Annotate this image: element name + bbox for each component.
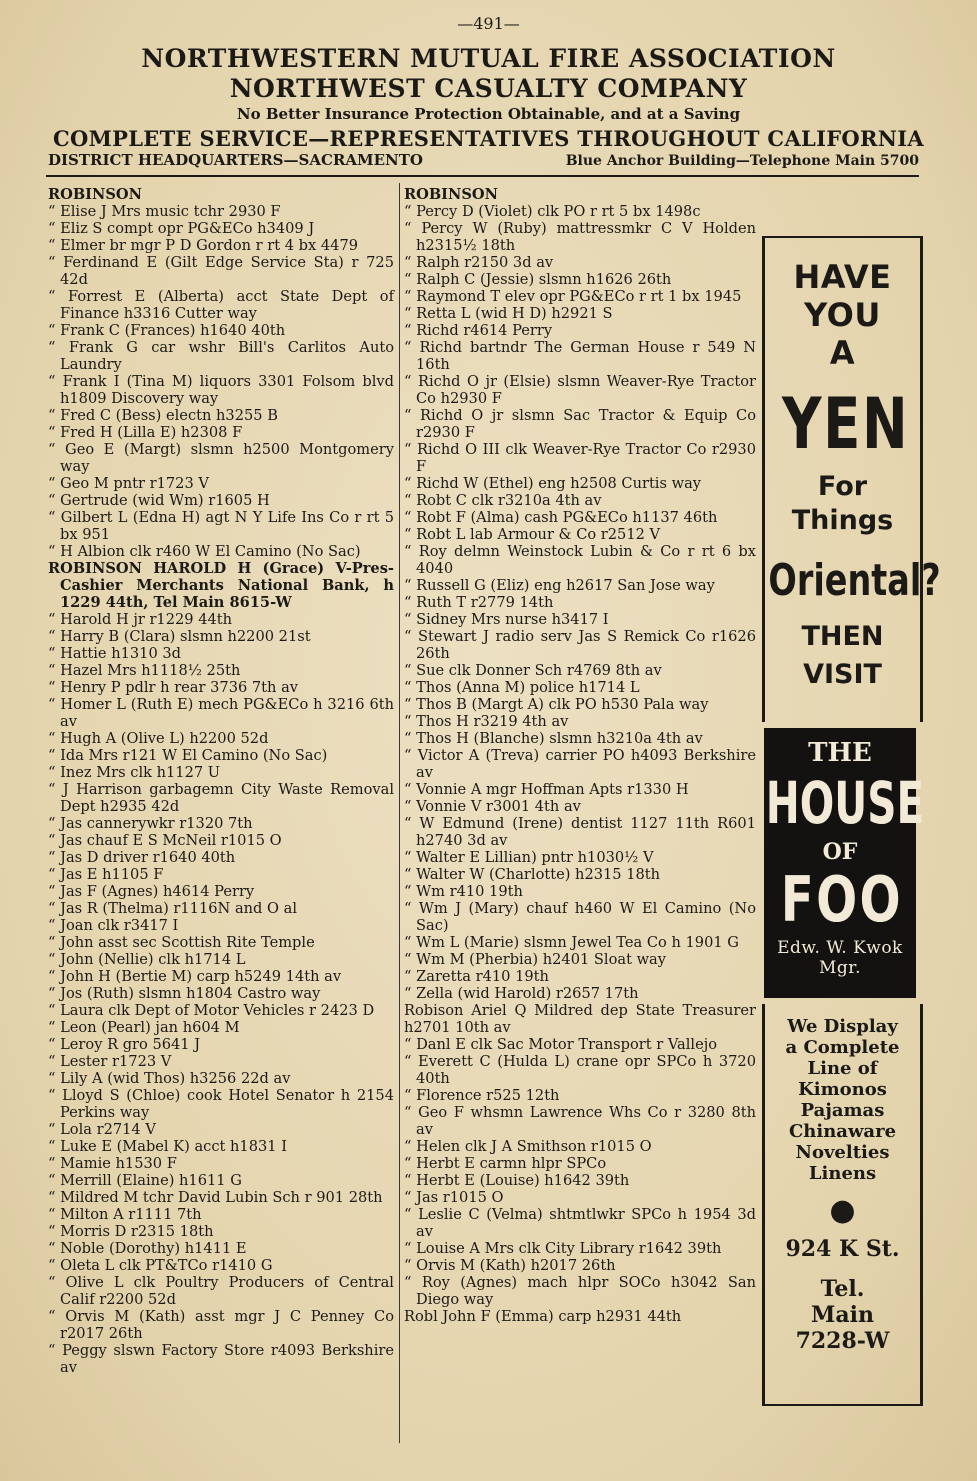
ad-line-novelties: Novelties: [795, 1142, 890, 1163]
ad-house-of-foo: [764, 728, 925, 998]
ad-line-yen: YEN: [782, 383, 910, 465]
directory-entry: “ Jas E h1105 F: [48, 866, 394, 883]
directory-entry: “ Leroy R gro 5641 J: [48, 1036, 394, 1053]
directory-entry: “ Helen clk J A Smithson r1015 O: [404, 1138, 756, 1155]
directory-entry: “ Robt C clk r3210a 4th av: [404, 492, 756, 509]
directory-entry: “ Richd O III clk Weaver-Rye Tractor Co r2930 F: [404, 441, 756, 475]
directory-entry: “ Laura clk Dept of Motor Vehicles r 2423 D: [48, 1002, 394, 1019]
ad-line-house: HOUSE: [765, 769, 925, 837]
directory-entry: “ Eliz S compt opr PG&ECo h3409 J: [48, 220, 394, 237]
directory-entry: “ Roy delmn Weinstock Lubin & Co r rt 6 bx 4040: [404, 543, 756, 577]
ad-line-you: YOU: [804, 296, 881, 334]
ad-line-for: For: [817, 471, 868, 502]
directory-entry: “ H Albion clk r460 W El Camino (No Sac): [48, 543, 394, 560]
directory-entry: “ Zella (wid Harold) r2657 17th: [404, 985, 756, 1002]
directory-entry: “ Richd bartndr The German House r 549 N 16th: [404, 339, 756, 373]
directory-entry: “ Morris D r2315 18th: [48, 1223, 394, 1240]
directory-entry: “ Percy D (Violet) clk PO r rt 5 bx 1498c: [404, 203, 756, 220]
directory-entry: “ Hattie h1310 3d: [48, 645, 394, 662]
directory-entry: “ Thos H r3219 4th av: [404, 713, 756, 730]
directory-entry: “ Richd W (Ethel) eng h2508 Curtis way: [404, 475, 756, 492]
ad-line-linens: Linens: [808, 1163, 877, 1184]
ad-line-manager-title: Mgr.: [819, 958, 861, 978]
banner-building: Blue Anchor Building—Telephone Main 5700: [565, 153, 919, 169]
ad-line-kimonos: Kimonos: [798, 1079, 887, 1100]
ad-line-address: 924 K St.: [785, 1236, 900, 1262]
directory-entry: “ John H (Bertie M) carp h5249 14th av: [48, 968, 394, 985]
directory-entry: “ Geo M pntr r1723 V: [48, 475, 394, 492]
directory-entry: “ Jas F (Agnes) h4614 Perry: [48, 883, 394, 900]
directory-entry: “ Louise A Mrs clk City Library r1642 39th: [404, 1240, 756, 1257]
header-rule: [46, 175, 919, 177]
directory-entry: “ Gertrude (wid Wm) r1605 H: [48, 492, 394, 509]
directory-entry: “ Ralph r2150 3d av: [404, 254, 756, 271]
directory-entry: “ Sidney Mrs nurse h3417 I: [404, 611, 756, 628]
directory-entry: “ Mamie h1530 F: [48, 1155, 394, 1172]
directory-entry: “ Thos H (Blanche) slsmn h3210a 4th av: [404, 730, 756, 747]
banner-tagline: No Better Insurance Protection Obtainable, and at a Saving: [236, 105, 741, 123]
directory-entry: “ Geo E (Margt) slsmn h2500 Montgomery way: [48, 441, 394, 475]
ad-line-we-display: We Display: [787, 1016, 898, 1037]
ad-line-things: Things: [791, 505, 894, 536]
directory-entry: “ Danl E clk Sac Motor Transport r Vallejo: [404, 1036, 756, 1053]
ad-line-line-of: Line of: [807, 1058, 878, 1079]
directory-entry: “ Wm M (Pherbia) h2401 Sloat way: [404, 951, 756, 968]
banner-company-1: NORTHWESTERN MUTUAL FIRE ASSOCIATION: [141, 44, 836, 73]
directory-entry: “ Elise J Mrs music tchr 2930 F: [48, 203, 394, 220]
ad-we-display: [762, 1004, 923, 1406]
directory-entry: “ Oleta L clk PT&TCo r1410 G: [48, 1257, 394, 1274]
directory-entry: “ Herbt E (Louise) h1642 39th: [404, 1172, 756, 1189]
directory-entry: “ Homer L (Ruth E) mech PG&ECo h 3216 6th av: [48, 696, 394, 730]
directory-entry: “ Jos (Ruth) slsmn h1804 Castro way: [48, 985, 394, 1002]
directory-entry: “ Jas chauf E S McNeil r1015 O: [48, 832, 394, 849]
directory-entry: “ Lester r1723 V: [48, 1053, 394, 1070]
directory-entry: “ W Edmund (Irene) dentist 1127 11th R601 h2740 3d av: [404, 815, 756, 849]
directory-entry: “ Peggy slswn Factory Store r4093 Berkshire av: [48, 1342, 394, 1376]
directory-entry: “ Orvis M (Kath) asst mgr J C Penney Co r2017 26th: [48, 1308, 394, 1342]
directory-entry: “ Zaretta r410 19th: [404, 968, 756, 985]
directory-entry: “ Robt L lab Armour & Co r2512 V: [404, 526, 756, 543]
surname-heading: ROBINSON: [48, 186, 142, 203]
page-number: —491—: [457, 14, 520, 33]
directory-entry: “ Walter W (Charlotte) h2315 18th: [404, 866, 756, 883]
ad-line-oriental: Oriental?: [768, 555, 941, 606]
ad-line-a: A: [829, 334, 856, 372]
directory-entry: “ Victor A (Treva) carrier PO h4093 Berkshire av: [404, 747, 756, 781]
directory-entry: “ John (Nellie) clk h1714 L: [48, 951, 394, 968]
directory-entry: “ Ruth T r2779 14th: [404, 594, 756, 611]
directory-entry: “ John asst sec Scottish Rite Temple: [48, 934, 394, 951]
directory-entry: “ Sue clk Donner Sch r4769 8th av: [404, 662, 756, 679]
directory-column-left: [48, 186, 394, 1376]
directory-entry: “ Joan clk r3417 I: [48, 917, 394, 934]
ad-line-the: THE: [808, 738, 872, 768]
banner-headquarters: DISTRICT HEADQUARTERS—SACRAMENTO: [48, 151, 423, 169]
directory-entry: “ Walter E Lillian) pntr h1030½ V: [404, 849, 756, 866]
directory-entry: “ Harry B (Clara) slsmn h2200 21st: [48, 628, 394, 645]
ad-line-pajamas: Pajamas: [800, 1100, 885, 1121]
directory-entry: “ Lola r2714 V: [48, 1121, 394, 1138]
directory-entry: “ Lily A (wid Thos) h3256 22d av: [48, 1070, 394, 1087]
directory-entry: “ Henry P pdlr h rear 3736 7th av: [48, 679, 394, 696]
directory-entry: “ Frank C (Frances) h1640 40th: [48, 322, 394, 339]
directory-entry: “ Wm J (Mary) chauf h460 W El Camino (No Sac): [404, 900, 756, 934]
directory-entry: “ Forrest E (Alberta) acct State Dept of Finance h3316 Cutter way: [48, 288, 394, 322]
directory-entry: “ Noble (Dorothy) h1411 E: [48, 1240, 394, 1257]
directory-entry: “ Harold H jr r1229 44th: [48, 611, 394, 628]
ad-line-main: Main: [811, 1302, 874, 1328]
ad-have-you-a-yen: [762, 236, 941, 722]
directory-entry: “ Inez Mrs clk h1127 U: [48, 764, 394, 781]
banner-service: COMPLETE SERVICE—REPRESENTATIVES THROUGHOUT CALIFORNIA: [52, 126, 924, 151]
directory-entry: “ Roy (Agnes) mach hlpr SOCo h3042 San Diego way: [404, 1274, 756, 1308]
directory-entry: Robl John F (Emma) carp h2931 44th: [404, 1308, 682, 1325]
directory-entry: “ Elmer br mgr P D Gordon r rt 4 bx 4479: [48, 237, 394, 254]
ad-line-visit: VISIT: [803, 659, 882, 690]
directory-entry: “ Fred C (Bess) electn h3255 B: [48, 407, 394, 424]
directory-entry: “ Orvis M (Kath) h2017 26th: [404, 1257, 756, 1274]
directory-entry: “ Thos B (Margt A) clk PO h530 Pala way: [404, 696, 756, 713]
directory-entry: “ Everett C (Hulda L) crane opr SPCo h 3720 40th: [404, 1053, 756, 1087]
directory-entry: “ Hazel Mrs h1118½ 25th: [48, 662, 394, 679]
directory-entry: “ Luke E (Mabel K) acct h1831 I: [48, 1138, 394, 1155]
directory-entry: “ Gilbert L (Edna H) agt N Y Life Ins Co r rt 5 bx 951: [48, 509, 394, 543]
directory-entry: “ Jas r1015 O: [404, 1189, 756, 1206]
directory-entry: “ Fred H (Lilla E) h2308 F: [48, 424, 394, 441]
directory-entry: “ Ida Mrs r121 W El Camino (No Sac): [48, 747, 394, 764]
directory-entry: “ Hugh A (Olive L) h2200 52d: [48, 730, 394, 747]
directory-entry: “ Mildred M tchr David Lubin Sch r 901 28th: [48, 1189, 394, 1206]
directory-entry: “ Leon (Pearl) jan h604 M: [48, 1019, 394, 1036]
ad-line-then: THEN: [801, 621, 884, 652]
ad-line-of: OF: [822, 839, 858, 865]
ad-line-have: HAVE: [793, 258, 892, 296]
directory-entry: “ Ralph C (Jessie) slsmn h1626 26th: [404, 271, 756, 288]
directory-entry: “ Vonnie V r3001 4th av: [404, 798, 756, 815]
directory-entry: “ Richd O jr (Elsie) slsmn Weaver-Rye Tractor Co h2930 F: [404, 373, 756, 407]
directory-entry: “ Ferdinand E (Gilt Edge Service Sta) r 725 42d: [48, 254, 394, 288]
directory-entry: “ Russell G (Eliz) eng h2617 San Jose way: [404, 577, 756, 594]
banner-company-2: NORTHWEST CASUALTY COMPANY: [229, 74, 748, 103]
ad-line-manager-name: Edw. W. Kwok: [777, 938, 903, 958]
directory-entry: “ Stewart J radio serv Jas S Remick Co r1626 26th: [404, 628, 756, 662]
directory-entry: “ Wm L (Marie) slsmn Jewel Tea Co h 1901 G: [404, 934, 756, 951]
ad-line-a-complete: a Complete: [785, 1037, 900, 1058]
directory-entry: Robison Ariel Q Mildred dep State Treasurer h2701 10th av: [404, 1002, 756, 1036]
ad-line-foo: FOO: [780, 863, 903, 936]
directory-entry: “ Richd r4614 Perry: [404, 322, 756, 339]
directory-entry: “ Frank G car wshr Bill's Carlitos Auto Laundry: [48, 339, 394, 373]
surname-heading: ROBINSON: [404, 186, 498, 203]
directory-entry: “ Thos (Anna M) police h1714 L: [404, 679, 756, 696]
directory-entry: “ Percy W (Ruby) mattressmkr C V Holden h2315½ 18th: [404, 220, 756, 254]
ad-line-phone-number: 7228-W: [795, 1328, 890, 1354]
directory-entry: “ Jas R (Thelma) r1116N and O al: [48, 900, 394, 917]
ad-line-tel: Tel.: [820, 1276, 865, 1302]
directory-entry: “ Milton A r1111 7th: [48, 1206, 394, 1223]
directory-entry: “ Merrill (Elaine) h1611 G: [48, 1172, 394, 1189]
column-divider: [399, 183, 400, 1443]
directory-entry: “ Florence r525 12th: [404, 1087, 756, 1104]
directory-entry: “ J Harrison garbagemn City Waste Removal Dept h2935 42d: [48, 781, 394, 815]
directory-entry: “ Frank I (Tina M) liquors 3301 Folsom blvd h1809 Discovery way: [48, 373, 394, 407]
directory-entry: “ Jas D driver r1640 40th: [48, 849, 394, 866]
directory-entry: “ Wm r410 19th: [404, 883, 756, 900]
directory-entry: “ Raymond T elev opr PG&ECo r rt 1 bx 1945: [404, 288, 756, 305]
bullet-icon: ●: [829, 1193, 856, 1228]
directory-entry: “ Richd O jr slsmn Sac Tractor & Equip Co r2930 F: [404, 407, 756, 441]
directory-entry: ROBINSON HAROLD H (Grace) V-Pres-Cashier Merchants National Bank, h 1229 44th, Tel Main 8615-W: [48, 560, 394, 611]
directory-entry: “ Lloyd S (Chloe) cook Hotel Senator h 2154 Perkins way: [48, 1087, 394, 1121]
directory-entry: “ Robt F (Alma) cash PG&ECo h1137 46th: [404, 509, 756, 526]
directory-entry: “ Retta L (wid H D) h2921 S: [404, 305, 756, 322]
directory-entry: “ Jas cannerywkr r1320 7th: [48, 815, 394, 832]
ad-line-chinaware: Chinaware: [788, 1121, 897, 1142]
directory-entry: “ Herbt E carmn hlpr SPCo: [404, 1155, 756, 1172]
directory-entry: “ Leslie C (Velma) shtmtlwkr SPCo h 1954 3d av: [404, 1206, 756, 1240]
directory-entry: “ Olive L clk Poultry Producers of Central Calif r2200 52d: [48, 1274, 394, 1308]
directory-column-middle: [404, 186, 756, 1325]
directory-entry: “ Vonnie A mgr Hoffman Apts r1330 H: [404, 781, 756, 798]
directory-entry: “ Geo F whsmn Lawrence Whs Co r 3280 8th av: [404, 1104, 756, 1138]
